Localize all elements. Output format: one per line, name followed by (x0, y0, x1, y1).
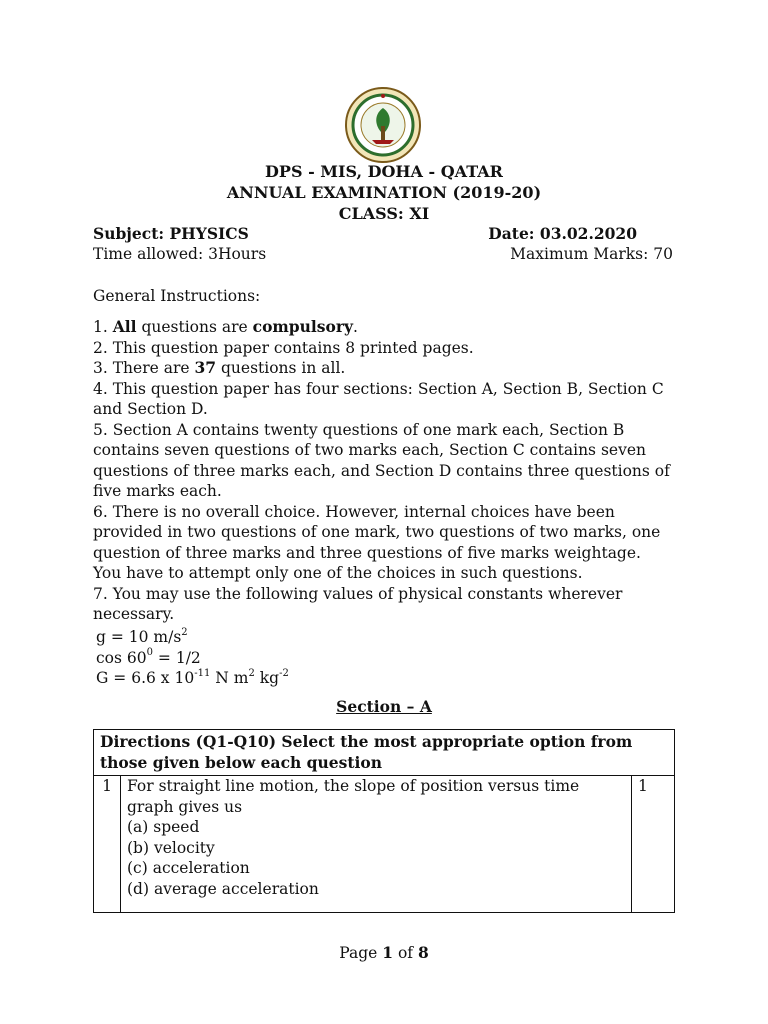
page-of: of (393, 944, 418, 962)
constant-G-unit-m: N m (210, 669, 249, 687)
constant-G-text: G = 6.6 x 10 (96, 669, 195, 687)
physical-constants (96, 627, 289, 689)
page-label: Page (339, 944, 383, 962)
total-pages: 8 (417, 943, 429, 962)
option-a: (a) speed (127, 818, 200, 836)
constant-G-m-exponent: 2 (248, 667, 255, 679)
constant-cos-text: cos 60 (96, 648, 147, 667)
constant-cos-degree: 0 (146, 647, 153, 659)
question-body (121, 776, 632, 913)
time-allowed: Time allowed: 3Hours (93, 245, 267, 263)
directions-row (94, 730, 675, 776)
instruction-7: 7. You may use the following values of physical constants wherever necessary. (93, 584, 623, 623)
school-emblem-icon (344, 86, 422, 164)
constant-g (96, 627, 289, 648)
option-c: (c) acceleration (127, 859, 250, 877)
current-page: 1 (382, 943, 394, 962)
time-marks-row (93, 243, 673, 265)
instruction-3-count: 37 (194, 358, 217, 377)
question-table (93, 729, 675, 913)
constant-g-text: g = 10 m/s (96, 628, 182, 646)
school-logo (344, 86, 422, 164)
page-number (0, 942, 768, 964)
class-label: CLASS: XI (338, 204, 430, 223)
instruction-3-suffix: questions in all. (216, 359, 346, 377)
instruction-5: 5. Section A contains twenty questions of one mark each, Section B contains seven questions of two marks each, Section C contains seven questions of three marks each, and Section D contains three questions of five marks each. (93, 420, 670, 500)
table-row (94, 776, 675, 913)
constant-G-kg-exponent: -2 (279, 667, 289, 679)
section-title: Section – A (336, 697, 432, 716)
constant-cos (96, 648, 289, 669)
constant-G (96, 668, 289, 689)
instruction-1-middle: questions are (136, 318, 253, 336)
date-label: Date: 03.02.2020 (488, 224, 637, 243)
question-number: 1 (94, 776, 121, 913)
instruction-2: 2. This question paper contains 8 printed pages. (93, 338, 474, 357)
instruction-4: 4. This question paper has four sections: Section A, Section B, Section C and Section D. (93, 379, 664, 418)
instruction-1-bold-compulsory: compulsory (252, 317, 354, 336)
option-d: (d) average acceleration (127, 879, 319, 898)
question-marks: 1 (632, 776, 675, 913)
question-text: For straight line motion, the slope of position versus time graph gives us (127, 777, 580, 816)
instructions-heading: General Instructions: (93, 287, 261, 305)
instruction-1-prefix: 1. (93, 318, 113, 336)
subject-label: Subject: PHYSICS (93, 224, 249, 243)
exam-title: ANNUAL EXAMINATION (2019-20) (226, 183, 542, 202)
subject-date-row (93, 223, 673, 245)
instructions-list (93, 317, 673, 625)
option-b: (b) velocity (127, 838, 215, 857)
instruction-1-bold-all: All (112, 317, 137, 336)
constant-G-unit-kg: kg (254, 669, 280, 687)
instruction-3 (93, 358, 673, 379)
instruction-6: 6. There is no overall choice. However, internal choices have been provided in two questions of one mark, two questions of two marks, one question of three marks and three questions of five marks weightage. You have to attempt only one of the choices in such questions. (93, 502, 661, 582)
directions-text: Directions (Q1-Q10) Select the most appropriate option from those given below each question (94, 730, 675, 776)
instruction-1-suffix: . (353, 318, 358, 336)
maximum-marks: Maximum Marks: 70 (510, 245, 673, 263)
constant-G-exponent: -11 (194, 667, 211, 679)
instruction-3-prefix: 3. There are (93, 359, 195, 377)
instruction-1 (93, 317, 673, 338)
constant-g-exponent: 2 (181, 626, 188, 638)
constant-cos-value: = 1/2 (153, 648, 201, 667)
school-name: DPS - MIS, DOHA - QATAR (265, 162, 503, 181)
